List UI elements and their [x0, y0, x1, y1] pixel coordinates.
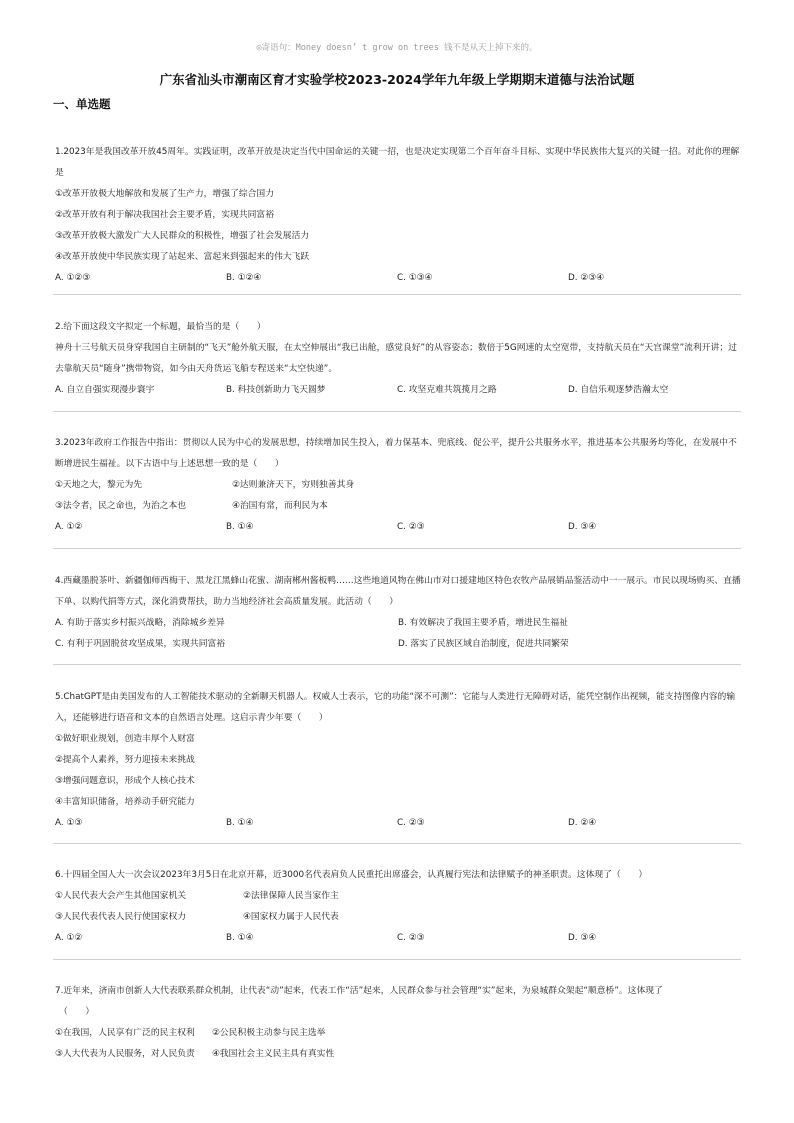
choice-c[interactable]: C. ②③ [397, 522, 425, 532]
statement: ①改革开放极大地解放和发展了生产力，增强了综合国力 [55, 189, 275, 199]
statement-row [55, 907, 741, 928]
choice-b[interactable]: B. 科技创新助力飞天圆梦 [226, 385, 326, 395]
question-2 [55, 317, 741, 401]
statement: ④治国有常，而利民为本 [232, 501, 328, 511]
choice-d[interactable]: D. 自信乐观逐梦浩瀚太空 [568, 385, 669, 395]
choice-c[interactable]: C. ①③④ [397, 273, 433, 283]
question-5 [55, 687, 741, 834]
question-stem: 4.西藏墨脱茶叶、新疆伽师西梅干、黑龙江黑蜂山花蜜、湖南郴州酱板鸭……这些地道风物在佛山市对口援建地区特色农牧产品展销品鉴活动中一一展示。市民以现场购买、直播下单、以购代捐等方式，深化消费帮扶，助力当地经济社会高质量发展。此活动（ ） [55, 576, 741, 607]
statement: ③增强问题意识，形成个人核心技术 [55, 776, 195, 786]
statement: ③人民代表代表人民行使国家权力 [55, 912, 187, 922]
statement-row [55, 886, 741, 907]
choice-row [55, 634, 741, 655]
question-stem: 6.十四届全国人大一次会议2023年3月5日在北京开幕，近3000名代表肩负人民重托出席盛会，认真履行宪法和法律赋予的神圣职责。这体现了（ ） [55, 870, 648, 880]
statement: ①人民代表大会产生其他国家机关 [55, 891, 187, 901]
statement: ④国家权力属于人民代表 [243, 912, 339, 922]
statement: ①天地之大，黎元为先 [55, 480, 143, 490]
choice-c[interactable]: C. 攻坚克难共筑揽月之路 [397, 385, 497, 395]
choice-b[interactable]: B. ①④ [226, 933, 254, 943]
header-motto: ◎寄语句：Money doesn’ t grow on trees 钱不是从天上掉下来的。 [256, 43, 538, 53]
statement: ②法律保障人民当家作主 [243, 891, 339, 901]
question-stem: 1.2023年是我国改革开放45周年。实践证明，改革开放是决定当代中国命运的关键一招，也是决定实现第二个百年奋斗目标、实现中华民族伟大复兴的关键一招。对此你的理解是 [55, 147, 740, 178]
divider [53, 664, 741, 665]
choice-d[interactable]: D. ②④ [568, 818, 597, 828]
choice-b[interactable]: B. ①②④ [226, 273, 262, 283]
question-1 [55, 142, 741, 289]
choice-c[interactable]: C. ②③ [397, 818, 425, 828]
statement: ③改革开放极大激发广大人民群众的积极性，增强了社会发展活力 [55, 231, 310, 241]
statement: ①在我国，人民享有广泛的民主权利 [55, 1028, 195, 1038]
choice-a[interactable]: A. 有助于落实乡村振兴战略，消除城乡差异 [55, 618, 225, 628]
statement: ②提高个人素养，努力迎接未来挑战 [55, 755, 195, 765]
divider [53, 294, 741, 295]
question-7 [55, 981, 741, 1065]
statement: ②达则兼济天下，穷则独善其身 [232, 480, 355, 490]
choice-a[interactable]: A. ①② [55, 522, 83, 532]
question-4 [55, 571, 741, 655]
page-title: 广东省汕头市潮南区育才实验学校2023-2024学年九年级上学期期末道德与法治试题 [159, 72, 635, 87]
choice-c[interactable]: C. ②③ [397, 933, 425, 943]
choice-a[interactable]: A. ①②③ [55, 273, 91, 283]
statement: ②改革开放有利于解决我国社会主要矛盾，实现共同富裕 [55, 210, 275, 220]
choice-row [55, 928, 741, 949]
statement: ①做好职业规划，创造丰厚个人财富 [55, 734, 195, 744]
choice-d[interactable]: D. ②③④ [568, 273, 605, 283]
statement-row [55, 1044, 741, 1065]
choice-row [55, 380, 741, 401]
divider [53, 411, 741, 412]
choice-c[interactable]: C. 有利于巩固脱贫攻坚成果，实现共同富裕 [55, 639, 226, 649]
choice-d[interactable]: D. ③④ [568, 933, 597, 943]
choice-a[interactable]: A. ①② [55, 933, 83, 943]
choice-a[interactable]: A. 自立自强实现漫步寰宇 [55, 385, 155, 395]
question-stem: 3.2023年政府工作报告中指出：贯彻以人民为中心的发展思想，持续增加民生投入，着力保基本、兜底线、促公平，提升公共服务水平，推进基本公共服务均等化，在发展中不断增进民生福祉。以下古语中与上述思想一致的是（ ） [55, 438, 737, 469]
statement: ②公民积极主动参与民主选举 [212, 1028, 326, 1038]
answer-blank: （ ） [59, 1007, 95, 1017]
statement: ④改革开放使中华民族实现了站起来、富起来到强起来的伟大飞跃 [55, 252, 310, 262]
section-heading: 一、单选题 [53, 97, 111, 111]
statement-row [55, 1023, 741, 1044]
choice-d[interactable]: D. 落实了民族区域自治制度，促进共同繁荣 [398, 639, 569, 649]
divider [53, 548, 741, 549]
question-stem: 5.ChatGPT是由美国发布的人工智能技术驱动的全新聊天机器人。权威人士表示，它的功能“深不可测”：它能与人类进行无障碍对话，能凭空制作出视频，能支持图像内容的输入，还能够进行语音和文本的自然语言处理。这启示青少年要（ ） [55, 692, 736, 723]
question-stem: 2.给下面这段文字拟定一个标题，最恰当的是（ ） [55, 322, 266, 332]
choice-b[interactable]: B. ①④ [226, 818, 254, 828]
statement: ④我国社会主义民主具有真实性 [212, 1049, 335, 1059]
divider [53, 959, 741, 960]
statement: ④丰富知识储备，培养动手研究能力 [55, 797, 195, 807]
question-6 [55, 865, 741, 949]
question-passage: 神舟十三号航天员身穿我国自主研制的“飞天”舱外航天服，在太空伸展出“我已出舱，感觉良好”的从容姿态；数倍于5G网速的太空宽带，支持航天员在“天宫课堂”流利开讲；过去靠航天员“随身”携带物资，如今由天舟货运飞船专程送来“太空快递”。 [55, 343, 737, 374]
choice-row [55, 613, 741, 634]
question-3 [55, 433, 741, 538]
choice-b[interactable]: B. 有效解决了我国主要矛盾，增进民生福祉 [398, 618, 568, 628]
statement-row [55, 496, 741, 517]
choice-row [55, 268, 741, 289]
statement-row [55, 475, 741, 496]
divider [53, 843, 741, 844]
choice-d[interactable]: D. ③④ [568, 522, 597, 532]
choice-a[interactable]: A. ①③ [55, 818, 83, 828]
choice-b[interactable]: B. ①④ [226, 522, 254, 532]
statement: ③法令者，民之命也，为治之本也 [55, 501, 187, 511]
choice-row [55, 813, 741, 834]
question-stem: 7.近年来，济南市创新人大代表联系群众机制，让代表“动”起来，代表工作“活”起来，人民群众参与社会管理“实”起来，为泉城群众架起“顺意桥”。这体现了 [55, 986, 663, 996]
choice-row [55, 517, 741, 538]
statement: ③人大代表为人民服务，对人民负责 [55, 1049, 195, 1059]
